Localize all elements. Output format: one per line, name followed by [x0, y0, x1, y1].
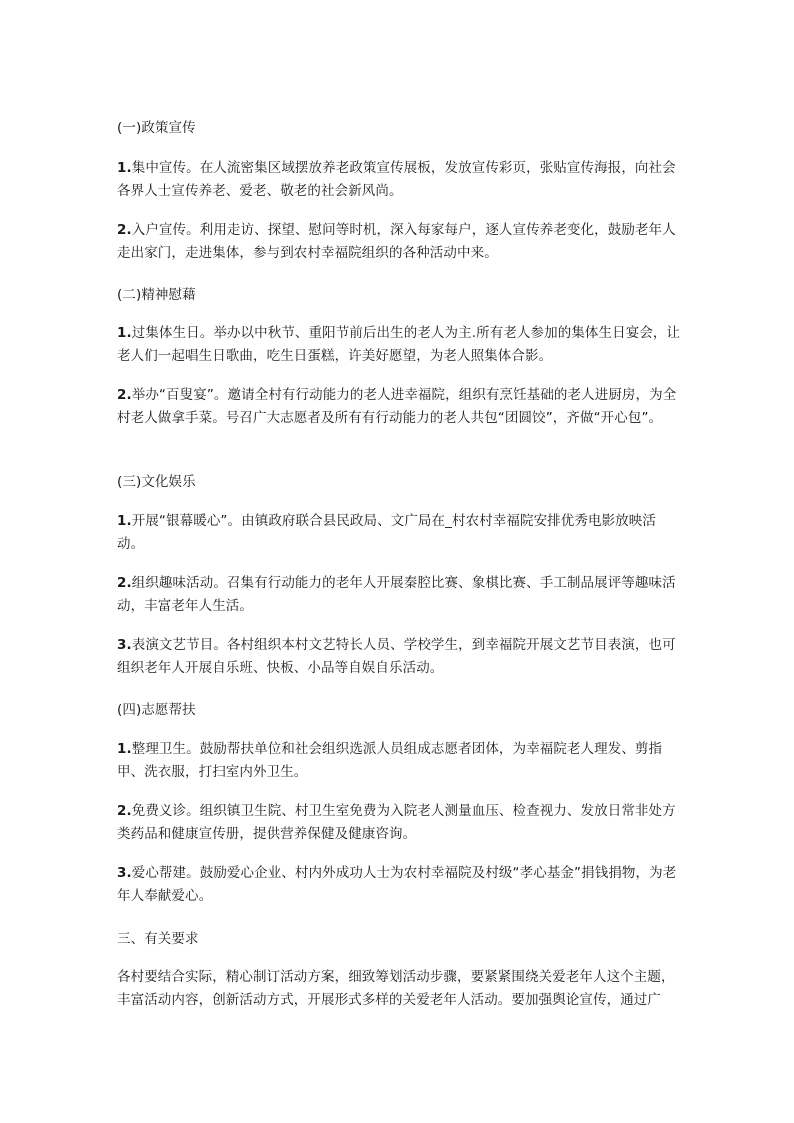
item-number: 3. [117, 865, 132, 881]
section-heading-volunteer-help: (四)志愿帮扶 [117, 702, 196, 718]
item-number: 2. [117, 387, 132, 403]
paragraph-requirements: 各村要结合实际，精心制订活动方案，细致筹划活动步骤，要紧紧围绕关爱老年人这个主题，丰富活动内容，创新活动方式，开展形式多样的关爱老年人活动。要加强舆论宣传，通过广 [117, 969, 675, 1008]
item-text: 集中宣传。在人流密集区域摆放养老政策宣传展板，发放宣传彩页，张贴宣传海报，向社会各界人士宣传养老、爱老、敬老的社会新风尚。 [117, 160, 676, 199]
item-text: 举办“百叟宴”。邀请全村有行动能力的老人进幸福院，组织有烹饪基础的老人进厨房，为全村老人做拿手菜。号召广大志愿者及所有有行动能力的老人共包“团圆饺”，齐做“开心包”。 [117, 387, 677, 426]
item-text: 整理卫生。鼓励帮扶单位和社会组织选派人员组成志愿者团体，为幸福院老人理发、剪指甲、洗衣服，打扫室内外卫生。 [117, 741, 663, 780]
item-text: 过集体生日。举办以中秋节、重阳节前后出生的老人为主.所有老人参加的集体生日宴会，让老人们一起唱生日歌曲，吃生日蛋糕，许美好愿望，为老人照集体合影。 [117, 325, 681, 364]
item-text: 爱心帮建。鼓励爱心企业、村内外成功人士为农村幸福院及村级“孝心基金”捐钱捐物，为老年人奉献爱心。 [117, 865, 677, 904]
section-heading-culture-entertainment: (三)文化娱乐 [117, 474, 196, 490]
paragraph-2-2 [117, 384, 682, 430]
paragraph-3-1 [117, 510, 682, 556]
item-text: 入户宣传。利用走访、探望、慰问等时机，深入每家每户，逐人宣传养老变化，鼓励老年人走出家门，走进集体，参与到农村幸福院组织的各种活动中来。 [117, 222, 676, 261]
item-text: 组织趣味活动。召集有行动能力的老年人开展秦腔比赛、象棋比赛、手工制品展评等趣味活动，丰富老年人生活。 [117, 575, 676, 614]
section-heading-spiritual-comfort: (二)精神慰藉 [117, 287, 196, 303]
paragraph-2-1 [117, 322, 682, 368]
item-text: 开展“银幕暖心”。由镇政府联合县民政局、文广局在_村农村幸福院安排优秀电影放映活动。 [117, 513, 656, 552]
item-number: 1. [117, 325, 132, 341]
section-heading-requirements: 三、有关要求 [117, 931, 199, 947]
paragraph-1-2 [117, 219, 682, 265]
item-number: 1. [117, 513, 132, 529]
item-text: 表演文艺节目。各村组织本村文艺特长人员、学校学生，到幸福院开展文艺节目表演，也可组织老年人开展自乐班、快板、小品等自娱自乐活动。 [117, 637, 676, 676]
item-number: 2. [117, 222, 132, 238]
paragraph-4-1 [117, 738, 682, 784]
paragraph-4-3 [117, 862, 682, 908]
item-number: 1. [117, 741, 132, 757]
paragraph-1-1 [117, 157, 682, 203]
section-heading-policy-publicity: (一)政策宣传 [117, 120, 196, 136]
paragraph-3-3 [117, 634, 682, 680]
paragraph-4-2 [117, 800, 682, 846]
item-text: 免费义诊。组织镇卫生院、村卫生室免费为入院老人测量血压、检查视力、发放日常非处方类药品和健康宣传册，提供营养保健及健康咨询。 [117, 803, 676, 842]
item-number: 3. [117, 637, 132, 653]
item-number: 2. [117, 803, 132, 819]
paragraph-3-2 [117, 572, 682, 618]
item-number: 2. [117, 575, 132, 591]
item-number: 1. [117, 160, 132, 176]
